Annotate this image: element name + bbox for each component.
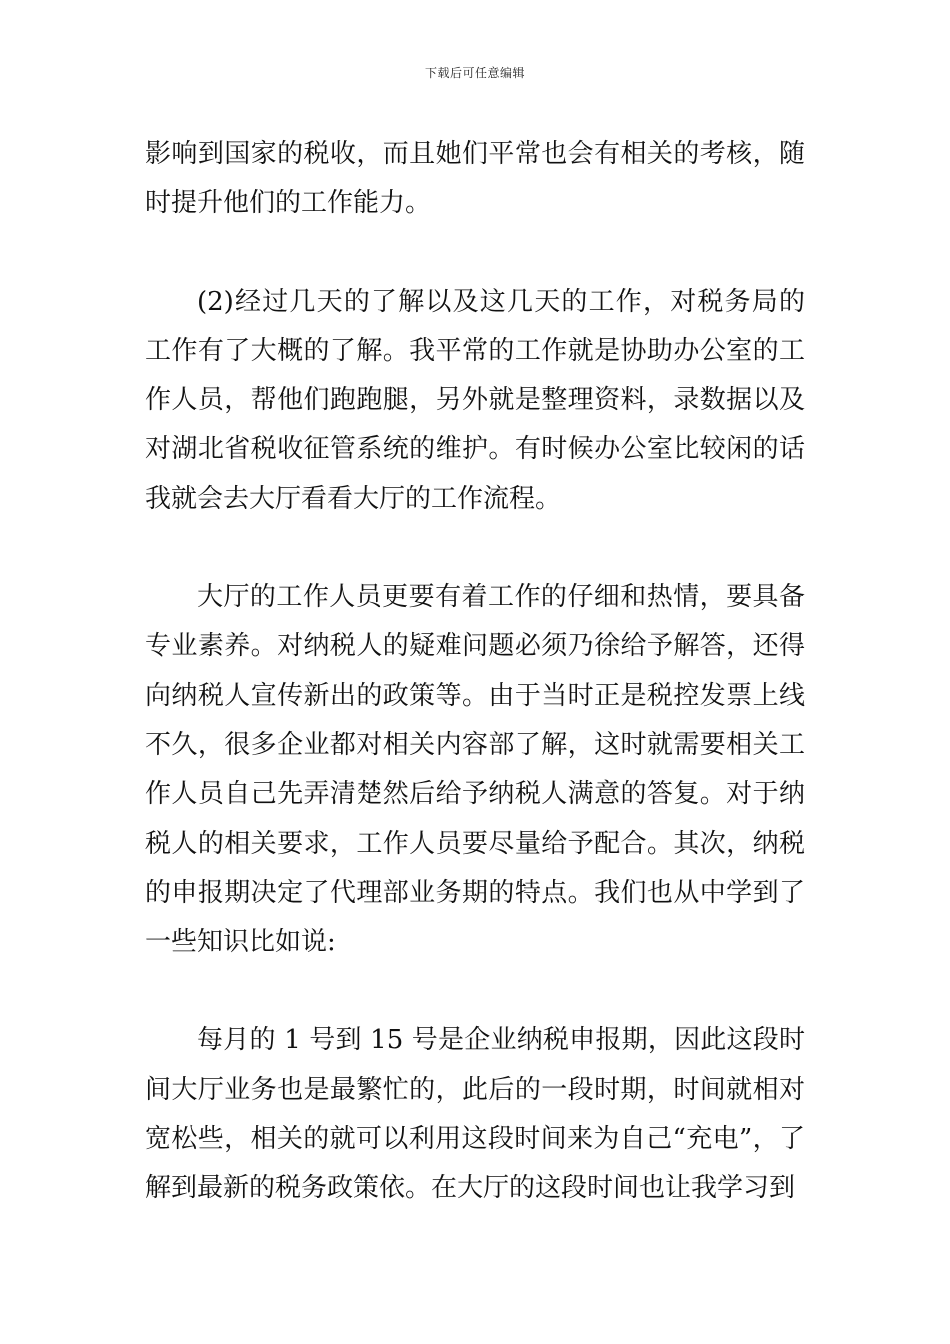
paragraph-hall-staff: 大厅的工作人员更要有着工作的仔细和热情，要具备专业素养。对纳税人的疑难问题必须乃徐给予解答，还得向纳税人宣传新出的政策等。由于当时正是税控发票上线不久，很多企业都对相关内容部了解，这时就需要相关工作人员自己先弄清楚然后给予纳税人满意的答复。对于纳税人的相关要求，工作人员要尽量给予配合。其次，纳税的申报期决定了代理部业务期的特点。我们也从中学到了一些知识比如说:	[145, 582, 805, 958]
page-header: 下载后可任意编辑	[424, 66, 525, 80]
paragraph-work-duties: (2)经过几天的了解以及这几天的工作，对税务局的工作有了大概的了解。我平常的工作就是协助办公室的工作人员，帮他们跑跑腿，另外就是整理资料，录数据以及对湖北省税收征管系统的维护。有时候办公室比较闲的话我就会去大厅看看大厅的工作流程。	[145, 286, 805, 514]
paragraph-continuation: 影响到国家的税收，而且她们平常也会有相关的考核，随时提升他们的工作能力。	[145, 139, 805, 219]
document-body	[145, 130, 805, 1214]
paragraph-filing-period: 每月的 1 号到 15 号是企业纳税申报期，因此这段时间大厅业务也是最繁忙的，此后的一段时期，时间就相对宽松些，相关的就可以利用这段时间来为自己“充电”，了解到最新的税务政策依。在大厅的这段时间也让我学习到	[145, 1025, 805, 1204]
